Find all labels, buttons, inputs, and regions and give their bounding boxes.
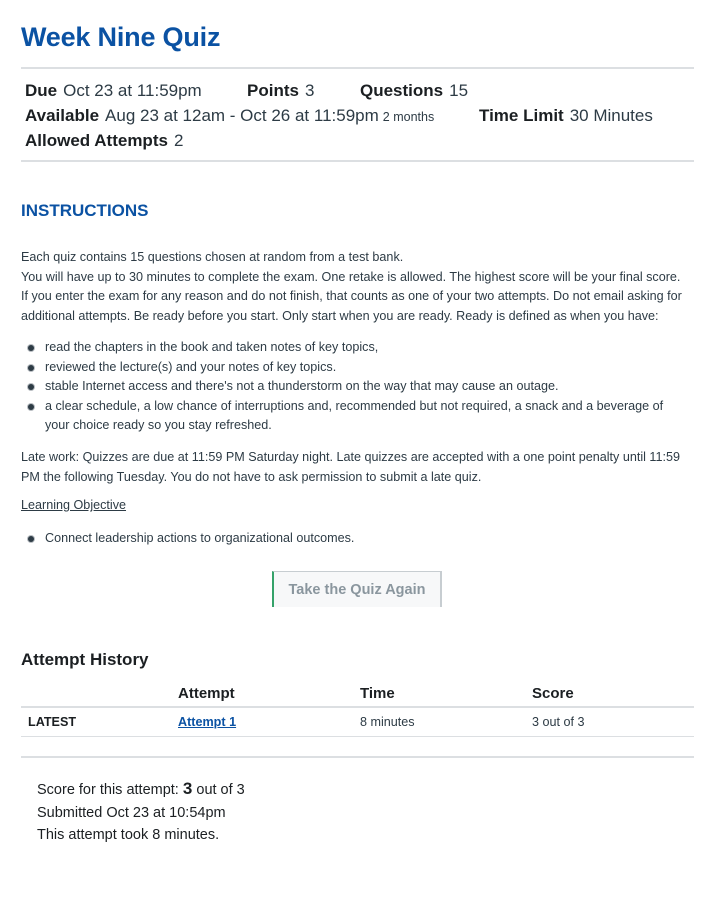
attempt-history-heading: Attempt History (21, 650, 149, 669)
readiness-list (21, 338, 691, 436)
instructions-line: If you enter the exam for any reason and do not finish, that counts as one of your two attempts. Do not email asking for additional attempts. Be ready before you start. Only start when you are ready. Ready is defined as when you have: (21, 289, 682, 323)
list-item: read the chapters in the book and taken notes of key topics, (21, 338, 691, 358)
table-row-divider (21, 736, 694, 737)
submitted-line: Submitted Oct 23 at 10:54pm (37, 804, 226, 821)
duration-line: This attempt took 8 minutes. (37, 827, 220, 843)
points-label: Points (247, 81, 299, 100)
due-value: Oct 23 at 11:59pm (63, 81, 202, 100)
objectives-list (21, 529, 691, 549)
take-quiz-again-label: Take the Quiz Again (288, 581, 426, 598)
divider (21, 756, 694, 758)
allowed-attempts-label: Allowed Attempts (25, 131, 168, 150)
late-work-text: Late work: Quizzes are due at 11:59 PM Saturday night. Late quizzes are accepted with a one point penalty until 11:59 PM the following Tuesday. You do not have to ask permission to submit a late quiz. (21, 450, 681, 484)
instructions-line: You will have up to 30 minutes to complete the exam. One retake is allowed. The highest score will be your final score. (21, 269, 681, 284)
allowed-attempts-value: 2 (173, 131, 184, 150)
due-label: Due (25, 81, 58, 100)
divider (21, 67, 694, 69)
questions-label: Questions (360, 81, 444, 100)
list-item: reviewed the lecture(s) and your notes of key topics. (21, 358, 691, 378)
attempt-time: 8 minutes (360, 715, 415, 729)
time-limit-label: Time Limit (479, 106, 564, 125)
instructions-text (21, 248, 696, 326)
points-value: 3 (304, 81, 315, 100)
available-duration: 2 months (382, 110, 435, 124)
time-limit-value: 30 Minutes (569, 106, 653, 125)
score-suffix: out of 3 (196, 782, 245, 798)
available-info (25, 106, 434, 126)
available-value: Aug 23 at 12am - Oct 26 at 11:59pm (105, 106, 379, 125)
page-title: Week Nine Quiz (21, 22, 221, 52)
list-item: a clear schedule, a low chance of interruptions and, recommended but not required, a snack and a beverage of your choice ready so you stay refreshed. (21, 397, 691, 436)
column-header-attempt: Attempt (178, 685, 235, 702)
learning-objective-link[interactable]: Learning Objective (21, 498, 127, 512)
available-label: Available (25, 106, 100, 125)
attempt-score: 3 out of 3 (532, 715, 585, 729)
attempt-link[interactable]: Attempt 1 (178, 715, 237, 729)
questions-value: 15 (449, 81, 469, 100)
column-header-score: Score (532, 685, 574, 702)
allowed-attempts-info (25, 131, 183, 151)
divider (21, 160, 694, 162)
score-line (37, 778, 245, 802)
time-limit-info (479, 106, 653, 126)
score-summary (37, 778, 245, 847)
instructions-heading: INSTRUCTIONS (21, 201, 149, 220)
score-prefix: Score for this attempt: (37, 782, 179, 798)
list-item: stable Internet access and there's not a thunderstorm on the way that may cause an outage. (21, 377, 691, 397)
list-item: Connect leadership actions to organizational outcomes. (21, 529, 691, 549)
table-header-divider (21, 706, 694, 708)
due-info (25, 81, 202, 101)
column-header-time: Time (360, 685, 395, 702)
points-info (247, 81, 314, 101)
questions-info (360, 81, 468, 101)
latest-tag: LATEST (28, 715, 77, 729)
instructions-line: Each quiz contains 15 questions chosen at random from a test bank. (21, 250, 404, 264)
score-value: 3 (182, 779, 193, 798)
take-quiz-again-button[interactable] (272, 571, 442, 607)
